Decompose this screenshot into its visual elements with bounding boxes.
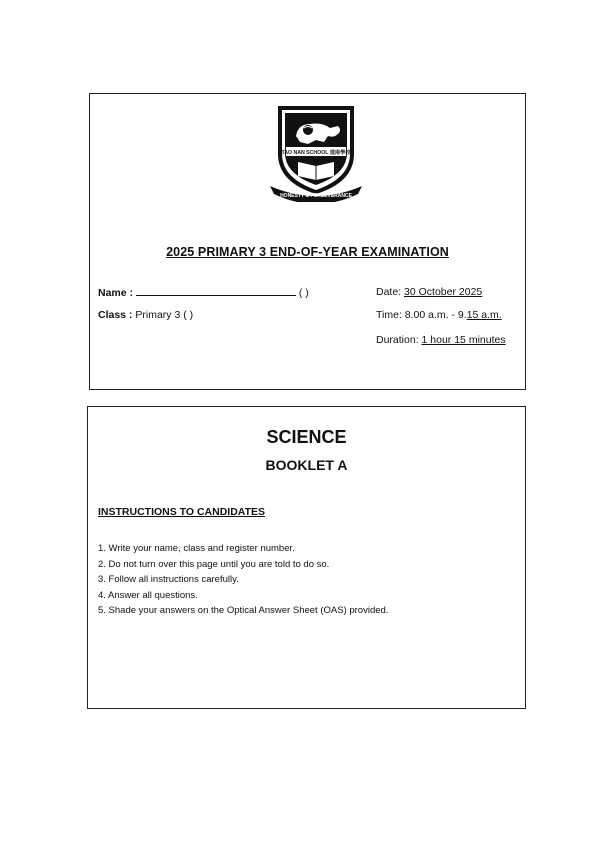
name-field [98, 286, 309, 299]
duration-field [376, 334, 506, 346]
time-value-start: 8.00 a.m. - 9. [404, 309, 467, 321]
class-field [98, 309, 193, 321]
instruction-item: 1. Write your name, class and register number. [98, 543, 295, 554]
instructions-heading: INSTRUCTIONS TO CANDIDATES [98, 506, 266, 518]
subject-title: SCIENCE [266, 427, 347, 447]
crest-school-text: TAO NAN SCHOOL 道南學校 [281, 150, 351, 156]
name-blank-line [136, 286, 296, 296]
exam-title: 2025 PRIMARY 3 END-OF-YEAR EXAMINATION [166, 245, 449, 259]
school-crest-logo [268, 102, 364, 202]
instructions-list [98, 541, 388, 619]
duration-value: 1 hour 15 minutes [421, 334, 506, 346]
class-label: Class : [98, 309, 133, 321]
instruction-item: 5. Shade your answers on the Optical Answer Sheet (OAS) provided. [98, 605, 389, 617]
cover-header-box [89, 93, 526, 390]
booklet-title: BOOKLET A [265, 457, 348, 473]
date-label: Date: [376, 286, 402, 298]
time-label: Time: [376, 309, 402, 321]
crest-motto-text: HONESTY & PERSEVERANCE [280, 193, 352, 199]
booklet-instructions-box [87, 406, 526, 709]
date-value: 30 October 2025 [404, 286, 483, 298]
time-value-end: 15 a.m. [466, 309, 502, 321]
class-value: Primary 3 ( ) [135, 309, 194, 321]
time-field [376, 309, 502, 321]
date-field [376, 286, 482, 298]
register-number-parens: ( ) [298, 287, 309, 299]
instruction-item: 3. Follow all instructions carefully. [98, 574, 239, 586]
instruction-item: 2. Do not turn over this page until you are told to do so. [98, 558, 330, 570]
duration-label: Duration: [376, 334, 419, 346]
instruction-item: 4. Answer all questions. [98, 589, 198, 601]
name-label: Name : [98, 287, 134, 299]
